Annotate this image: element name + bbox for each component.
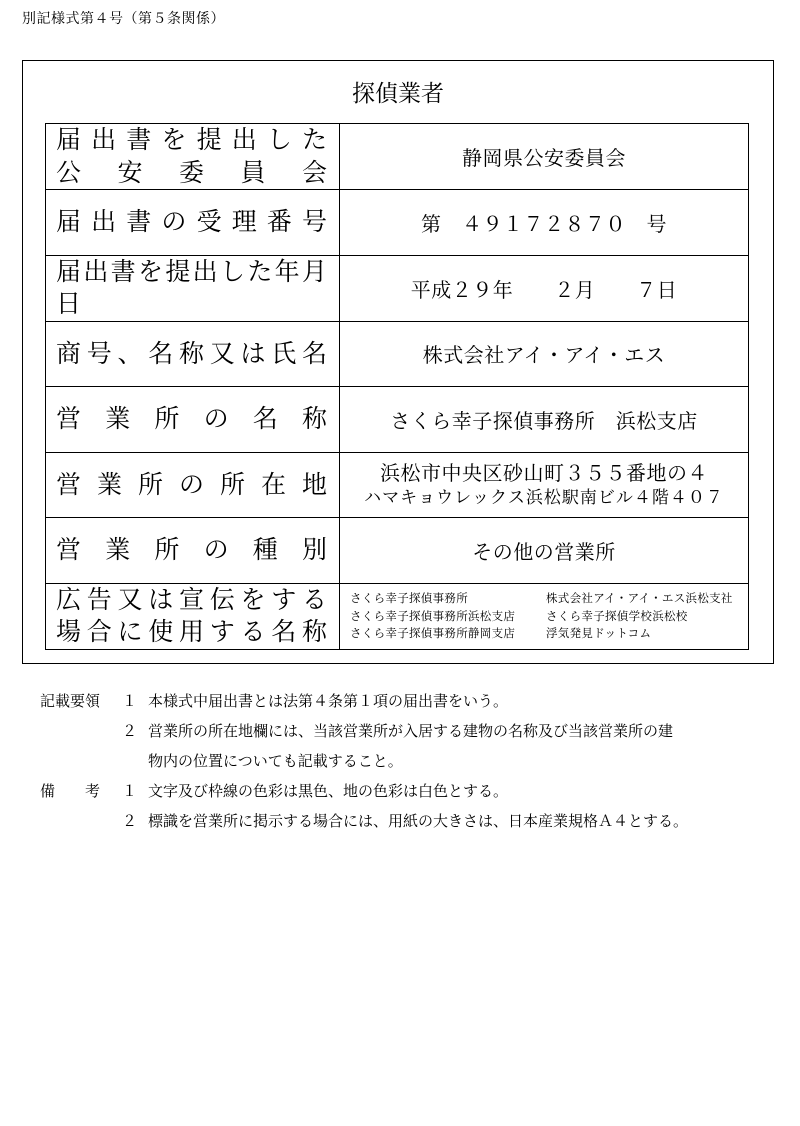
note-text: 営業所の所在地欄には、当該営業所が入居する建物の名称及び当該営業所の建 [148, 722, 674, 740]
note-text: 文字及び枠線の色彩は黒色、地の色彩は白色とする。 [148, 782, 509, 800]
table-row [46, 452, 749, 518]
address-line: 浜松市中央区砂山町３５５番地の４ [380, 460, 708, 485]
table-row [46, 583, 749, 649]
label-line: 営業所の名称 [56, 404, 327, 433]
note-row [40, 686, 780, 716]
label-line: 広告又は宣伝をする [56, 584, 327, 614]
table-row [46, 190, 749, 256]
table-row [46, 255, 749, 321]
address-line: ハマキョウレックス浜松駅南ビル４階４０７ [364, 487, 724, 508]
list-item: さくら幸子探偵事務所静岡支店 [350, 626, 516, 641]
row-label [46, 124, 340, 190]
label-line: 届出書を提出した [56, 125, 327, 154]
note-row [40, 716, 780, 746]
table-row [46, 321, 749, 387]
note-text: 標識を営業所に掲示する場合には、用紙の大きさは、日本産業規格Ａ４とする。 [148, 812, 689, 830]
row-label [46, 387, 340, 453]
note-key-spacer [40, 806, 122, 836]
note-number: ２ [122, 722, 138, 740]
list-item: さくら幸子探偵学校浜松校 [546, 608, 688, 623]
label-line: 届出書の受理番号 [56, 207, 327, 236]
row-label [46, 255, 340, 321]
list-item: 株式会社アイ・アイ・エス浜松支社 [546, 590, 733, 605]
office-name-value: さくら幸子探偵事務所 浜松支店 [340, 387, 749, 453]
note-row [40, 776, 780, 806]
row-label [46, 583, 340, 649]
table-row [46, 387, 749, 453]
note-number: ２ [122, 812, 138, 830]
sign-table [45, 123, 749, 650]
trade-name-value: 株式会社アイ・アイ・エス [340, 321, 749, 387]
label-line: 場合に使用する名称 [56, 617, 327, 646]
label-line: 公 安 委 員 会 [56, 157, 327, 187]
sign-title: 探偵業者 [352, 81, 444, 107]
remarks-key: 備 考 [40, 782, 101, 800]
sign-frame [22, 60, 774, 664]
table-row [46, 518, 749, 584]
table-row [46, 124, 749, 190]
office-type-value: その他の営業所 [340, 518, 749, 584]
row-label [46, 518, 340, 584]
label-line: 営業所の種別 [56, 535, 327, 564]
advertising-names-value [340, 583, 749, 649]
receipt-number-value: 第 ４９１７２８７０ 号 [340, 190, 749, 256]
list-item: さくら幸子探偵事務所 [350, 590, 468, 605]
note-continuation: 物内の位置についても記載すること。 [148, 752, 403, 770]
form-label: 別記様式第４号（第５条関係） [22, 11, 225, 27]
label-line: 商号、名称又は氏名 [56, 338, 327, 368]
label-line: 営業所の所在地 [56, 469, 327, 499]
row-label [46, 452, 340, 518]
advertising-names-list [340, 590, 748, 642]
note-number: １ [122, 692, 138, 710]
office-address-value [340, 452, 749, 518]
submission-date-value: 平成２９年 ２月 ７日 [340, 255, 749, 321]
note-key-spacer [40, 716, 122, 746]
list-item: さくら幸子探偵事務所浜松支店 [350, 608, 516, 623]
commission-value: 静岡県公安委員会 [340, 124, 749, 190]
list-item: 浮気発見ドットコム [546, 626, 652, 641]
row-label [46, 321, 340, 387]
label-line: 届出書を提出した年月日 [56, 256, 327, 318]
notes-section [40, 686, 780, 836]
row-label [46, 190, 340, 256]
note-row [40, 806, 780, 836]
note-number: １ [122, 782, 138, 800]
entry-key: 記載要領 [40, 692, 101, 710]
note-text: 本様式中届出書とは法第４条第１項の届出書をいう。 [148, 692, 509, 710]
